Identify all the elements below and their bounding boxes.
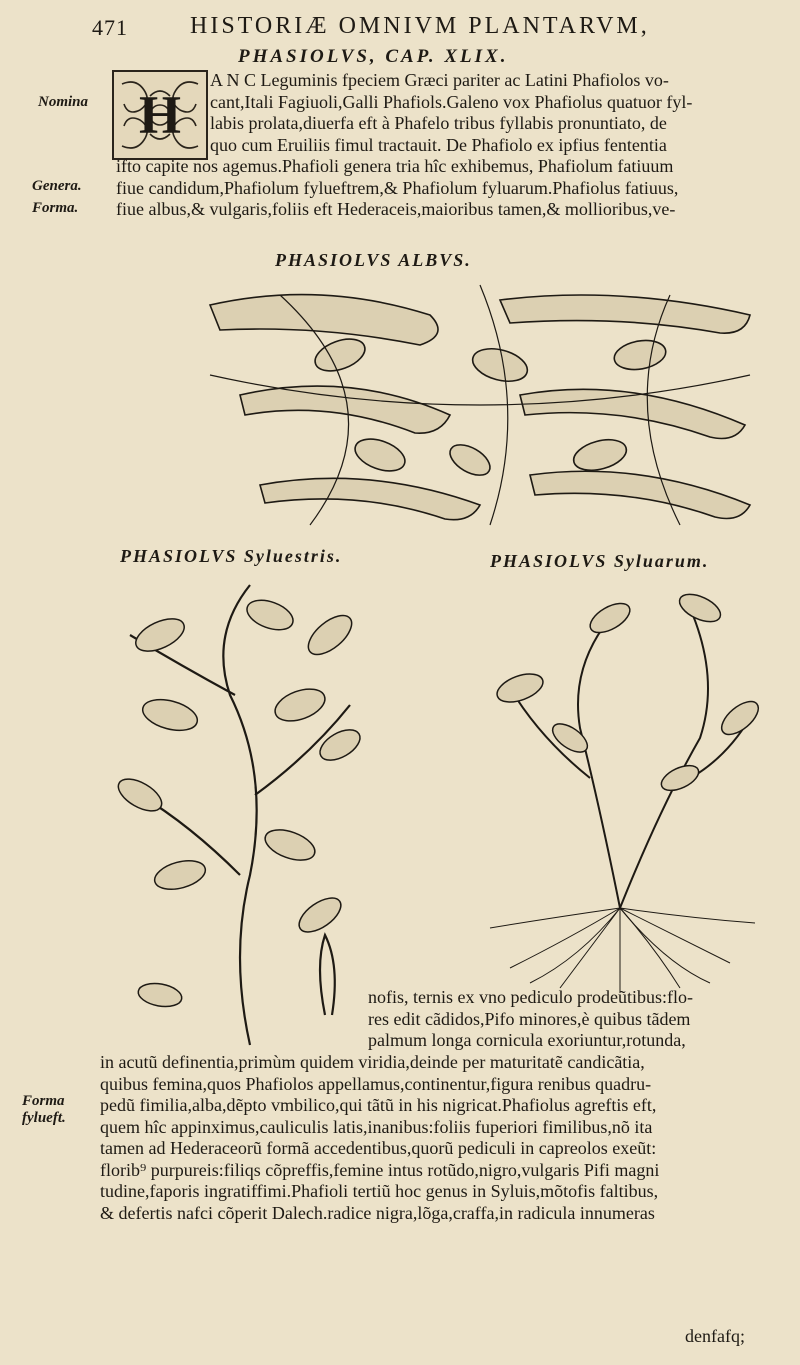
text-line: pedũ fimilia,alba,dẽpto vmbilico,qui tãtũ in his nigricat.Phafiolus agreftis eft, — [100, 1095, 657, 1115]
margin-note-nomina: Nomina — [38, 94, 89, 110]
chapter-title: PHASIOLVS, CAP. XLIX. — [238, 46, 509, 67]
paragraph-right-of-figure — [368, 987, 693, 1052]
text-line: res edit cãdidos,Pifo minores,è quibus tãdem — [368, 1008, 691, 1029]
text-line: & defertis nafci cõperit Dalech.radice nigra,lõga,craffa,in radicula innumeras — [100, 1202, 655, 1223]
text-line: cant,Itali Fagiuoli,Galli Phafiols.Galeno vox Phafiolus quatuor fyl- — [210, 91, 693, 112]
text-line: florib⁹ purpureis:filiqs cõpreffis,femine intus rotũdo,nigro,vulgaris Pifi magni — [100, 1159, 660, 1180]
margin-note-genera: Genera. — [32, 178, 82, 194]
figure-title-albus: PHASIOLVS ALBVS. — [275, 250, 472, 270]
text-line: tamen ad Hederaceorũ formã accedentibus,quorũ pediculi in capreolos exeũt: — [100, 1138, 657, 1158]
text-line: palmum longa cornicula exoriuntur,rotunda, — [368, 1030, 686, 1050]
text-line: fiue candidum,Phafiolum fylueftrem,& Phafiolum fyluarum.Phafiolus fatiuus, — [116, 177, 679, 198]
text-line: quo cum Eruiliis fimul tractauit. De Phafiolo ex ipfius fententia — [210, 134, 667, 155]
margin-note-sylv-line: fylueft. — [22, 1110, 66, 1126]
text-line: labis prolata,diuerfa eft à Phafelo tribus fyllabis pronuntiato, de — [210, 113, 667, 133]
text-line: nofis, ternis ex vno pediculo prodeũtibus:flo- — [368, 987, 693, 1007]
paragraph-intro-bottom — [116, 156, 678, 221]
text-line: fiue albus,& vulgaris,foliis eft Hederaceis,maioribus tamen,& mollioribus,ve- — [116, 199, 676, 219]
margin-note-forma-sylv — [22, 1093, 66, 1127]
text-line: A N C Leguminis fpeciem Græci pariter ac Latini Phafiolos vo- — [210, 70, 669, 90]
woodcut-phasiolus-albus — [200, 275, 760, 537]
paragraph-description — [100, 1052, 659, 1224]
text-line: tudine,faporis ingratiffimi.Phafioli tertiũ hoc genus in Syluis,mõtofis faltibus, — [100, 1181, 659, 1201]
margin-note-forma-line: Forma — [22, 1093, 65, 1109]
page-number: 471 — [92, 15, 128, 40]
text-line: quem hîc appinximus,cauliculis latis,inanibus:foliis fuperiori fimilibus,nõ ita — [100, 1116, 653, 1137]
margin-note-forma: Forma. — [32, 200, 79, 216]
text-line: in acutũ definentia,primùm quidem viridia,deinde per maturitatẽ candicãtia, — [100, 1052, 645, 1072]
woodcut-phasiolus-sylvestris — [100, 575, 380, 1050]
figure-title-syluarum: PHASIOLVS Syluarum. — [490, 551, 710, 571]
decorated-initial — [112, 70, 208, 160]
paragraph-intro-top — [210, 70, 692, 156]
text-line: quibus femina,quos Phafiolos appellamus,continentur,figura renibus quadru- — [100, 1073, 652, 1094]
text-line: ifto capite nos agemus.Phafioli genera tria hîc exhibemus, Phafiolum fatiuum — [116, 156, 674, 176]
catchword: denfafq; — [685, 1326, 745, 1346]
initial-letter: H — [138, 85, 181, 145]
running-title: HISTORIÆ OMNIVM PLANTARVM, — [190, 13, 650, 39]
woodcut-phasiolus-syluarum — [470, 578, 770, 998]
figure-title-sylvestris: PHASIOLVS Syluestris. — [120, 546, 343, 566]
